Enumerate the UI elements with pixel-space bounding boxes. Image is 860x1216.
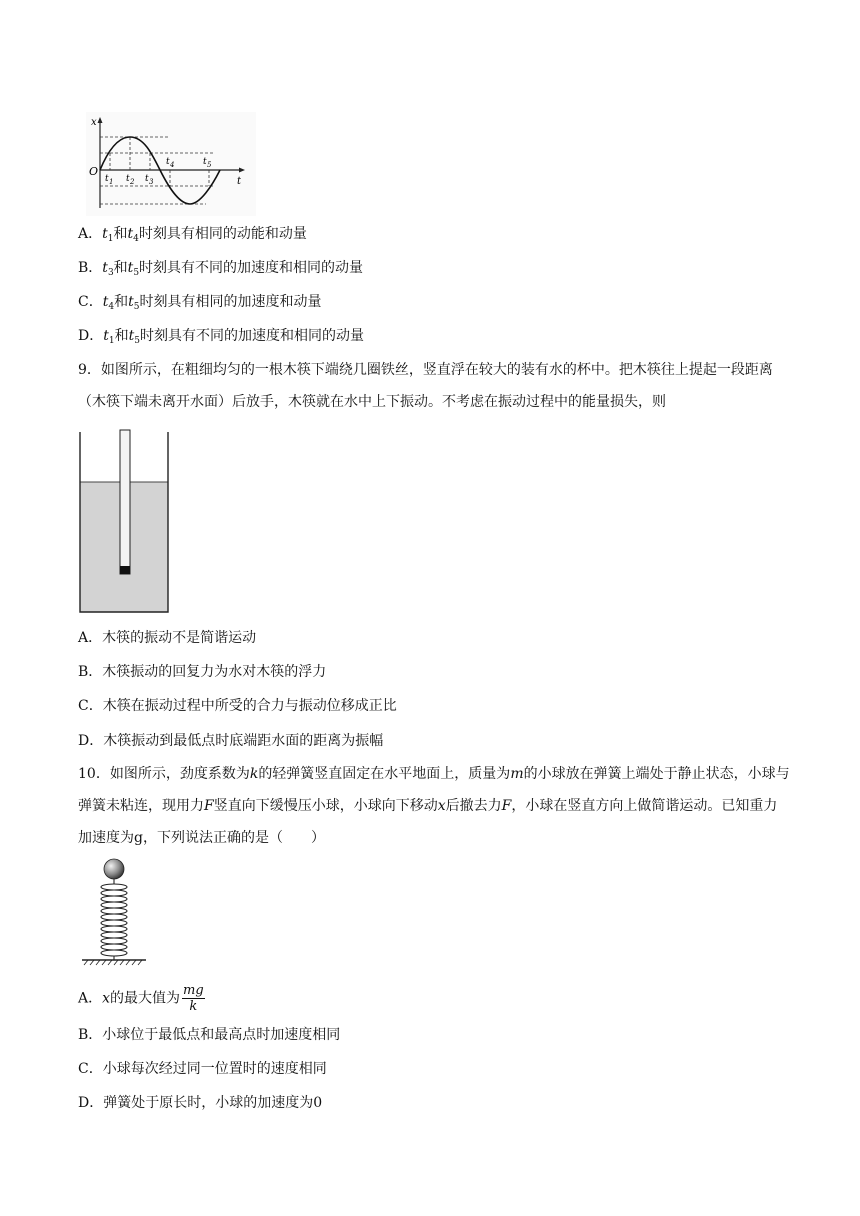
spring-ball-figure	[80, 856, 150, 968]
q10-option-d[interactable]: D．弹簧处于原长时，小球的加速度为0	[78, 1095, 323, 1111]
q8-option-a[interactable]: A．$t_1$和$t_4$时刻具有相同的动能和动量	[78, 226, 307, 244]
q8-option-c[interactable]: C．$t_4$和$t_5$时刻具有相同的加速度和动量	[78, 294, 322, 312]
q9-option-d[interactable]: D．木筷振动到最低点时底端距水面的距离为振幅	[78, 733, 384, 749]
tick-t5-label: t	[203, 157, 207, 167]
tick-t3-label: t	[145, 174, 149, 184]
q8-option-b[interactable]: B．$t_3$和$t_5$时刻具有不同的加速度和相同的动量	[78, 260, 364, 278]
xt-graph-figure	[86, 112, 256, 216]
q10-option-b[interactable]: B．小球位于最低点和最高点时加速度相同	[78, 1027, 341, 1043]
tick-t4-sub: 4	[170, 161, 175, 169]
q9-option-a[interactable]: A．木筷的振动不是简谐运动	[78, 630, 257, 646]
q9-stem: 9．如图所示，在粗细均匀的一根木筷下端绕几圈铁丝，竖直浮在较大的装有水的杯中。把木筷往上提起一段距离（木筷下端未离开水面）后放手，木筷就在水中上下振动。不考虑在振动过程中的能量损失，则	[78, 362, 773, 410]
tick-t4-label: t	[166, 157, 170, 167]
q9-option-b[interactable]: B．木筷振动的回复力为水对木筷的浮力	[78, 664, 327, 680]
tick-t3-sub: 3	[149, 178, 154, 186]
q10-option-c[interactable]: C．小球每次经过同一位置时的速度相同	[78, 1061, 327, 1077]
q10-stem: 10．如图所示，劲度系数为k的轻弹簧竖直固定在水平地面上，质量为m的小球放在弹簧上端处于静止状态，小球与弹簧未粘连，现用力F竖直向下缓慢压小球，小球向下移动x后撤去力F，小球在竖直方向上做简谐运动。已知重力加速度为g，下列说法正确的是（ ）	[78, 766, 790, 846]
tick-t2-sub: 2	[130, 178, 135, 186]
tick-t5-sub: 5	[207, 161, 212, 169]
fraction-mg-over-k: $\frac{mg}{k}$	[183, 983, 204, 1014]
cup-chopstick-figure	[78, 428, 172, 614]
tick-t2-label: t	[126, 174, 130, 184]
q9-option-c[interactable]: C．木筷在振动过程中所受的合力与振动位移成正比	[78, 698, 397, 714]
tick-t1-label: t	[105, 174, 109, 184]
q10-option-a[interactable]: A．x的最大值为 $\frac{mg}{k}$	[78, 983, 204, 1014]
axis-x-label: x	[91, 117, 97, 128]
tick-t1-sub: 1	[109, 178, 114, 186]
q8-option-d[interactable]: D．$t_1$和$t_5$时刻具有不同的加速度和相同的动量	[78, 328, 364, 346]
origin-label: O	[89, 165, 99, 178]
axis-t-label: t	[237, 176, 242, 187]
